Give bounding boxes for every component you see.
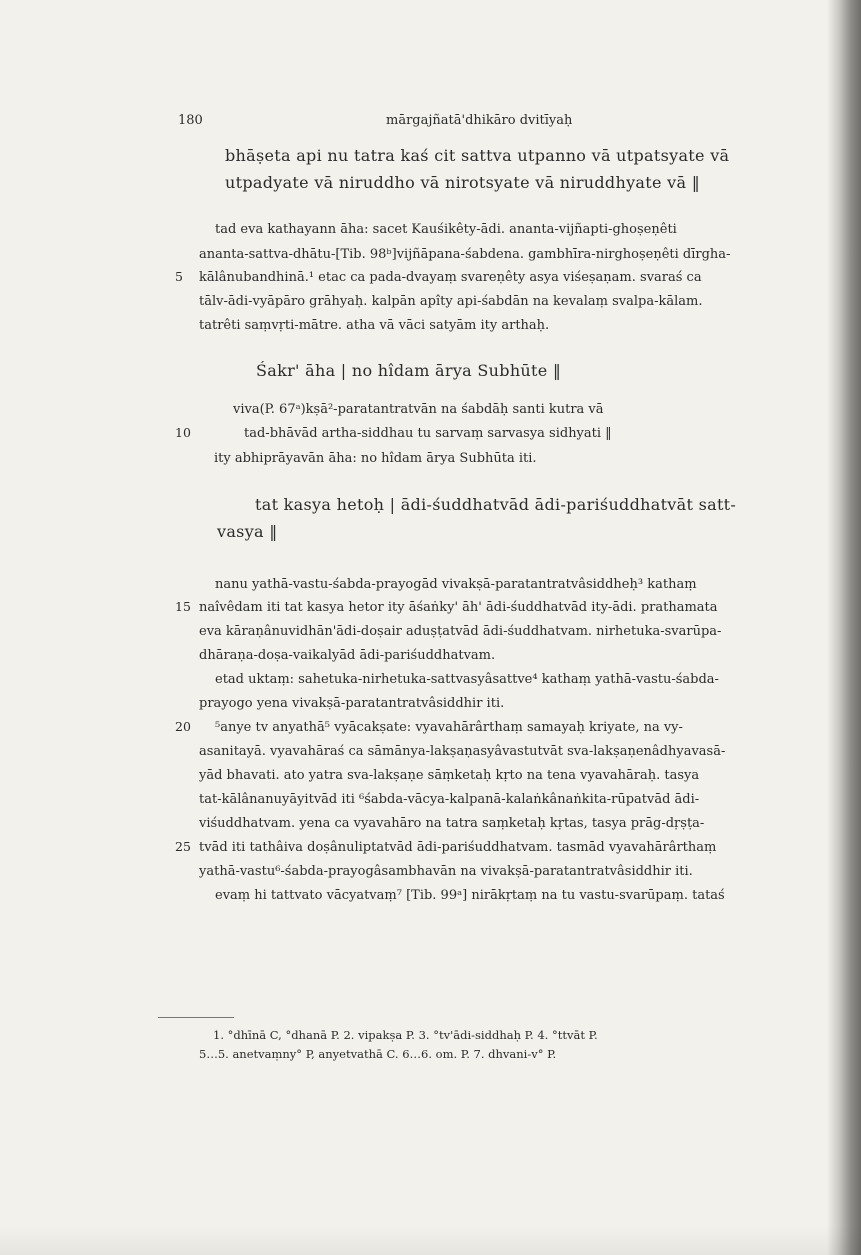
footnote-line: 5…5. anetvaṃny° P, anyetvathā C. 6…6. om. P. 7. dhvani-v° P. [199,1047,557,1061]
commentary-line: evaṃ hi tattvato vācyatvaṃ⁷ [Tib. 99ᵃ] nirākṛtaṃ na tu vastu-svarūpaṃ. tataś [215,888,725,903]
footnote-line: 1. °dhīnā C, °dhanā P. 2. vipakṣa P. 3. °tv'ādi-siddhaḥ P. 4. °ttvāt P. [213,1028,598,1042]
page-edge-shadow [827,0,861,1255]
commentary-line: tvād iti tathâiva doṣânuliptatvād ādi-pariśuddhatvam. tasmād vyavahārârthaṃ [199,840,717,855]
commentary-line: ananta-sattva-dhātu-[Tib. 98ᵇ]vijñāpana-śabdena. gambhīra-nirghoṣeṇêti dīrgha- [199,247,731,262]
commentary-line: tālv-ādi-vyāpāro grāhyaḥ. kalpān apîty api-śabdān na kevalaṃ svalpa-kālam. [199,294,703,309]
footnote-rule [158,1017,234,1018]
verse-line: bhāṣeta api nu tatra kaś cit sattva utpanno vā utpatsyate vā [225,146,730,165]
commentary-line: tad eva kathayann āha: sacet Kauśikêty-ādi. ananta-vijñapti-ghoṣeṇêti [215,222,677,237]
commentary-line: dhāraṇa-doṣa-vaikalyād ādi-pariśuddhatvam. [199,648,496,663]
verse-line: tat kasya hetoḥ | ādi-śuddhatvād ādi-pariśuddhatvāt satt- [255,495,737,514]
commentary-line: tatrêti saṃvṛti-mātre. atha vā vāci satyām ity arthaḥ. [199,318,550,333]
commentary-line: asanitayā. vyavahāraś ca sāmānya-lakṣaṇasyâvastutvāt sva-lakṣaṇenâdhyavasā- [199,744,726,759]
line-number: 20 [175,719,191,734]
line-number: 10 [175,425,191,440]
line-number: 5 [175,269,183,284]
commentary-line: tad-bhāvād artha-siddhau tu sarvaṃ sarvasya sidhyati ‖ [244,426,612,441]
commentary-line: kālânubandhinā.¹ etac ca pada-dvayaṃ svareṇêty asya viśeṣaṇam. svaraś ca [199,270,702,285]
page-bottom-shade [0,1225,861,1255]
verse-line: utpadyate vā niruddho vā nirotsyate vā niruddhyate vā ‖ [225,173,700,192]
commentary-line: yād bhavati. ato yatra sva-lakṣaṇe sāṃketaḥ kṛto na tena vyavahāraḥ. tasya [199,768,700,783]
commentary-line: tat-kālânanuyāyitvād iti ⁶śabda-vācya-kalpanā-kalaṅkânaṅkita-rūpatvād ādi- [199,792,700,807]
commentary-line: viva(P. 67ᵃ)kṣā²-paratantratvān na śabdāḥ santi kutra vā [233,402,604,417]
commentary-line: yathā-vastu⁶-śabda-prayogâsambhavān na vivakṣā-paratantratvâsiddhir iti. [199,864,693,879]
commentary-line: etad uktaṃ: sahetuka-nirhetuka-sattvasyâsattve⁴ kathaṃ yathā-vastu-śabda- [215,672,719,687]
commentary-line: eva kāraṇânuvidhān'ādi-doṣair aduṣṭatvād ādi-śuddhatvam. nirhetuka-svarūpa- [199,624,722,639]
commentary-line: viśuddhatvam. yena ca vyavahāro na tatra saṃketaḥ kṛtas, tasya prāg-dṛṣṭa- [199,816,705,831]
commentary-line: ⁵anye tv anyathā⁵ vyācakṣate: vyavahārârthaṃ samayaḥ kriyate, na vy- [215,720,683,735]
verse-line: vasya ‖ [217,522,278,541]
commentary-line: ity abhiprāyavān āha: no hîdam ārya Subhūta iti. [214,451,537,466]
page-number: 180 [178,113,203,128]
commentary-line: naîvêdam iti tat kasya hetor ity āśaṅky' āh' ādi-śuddhatvād ity-ādi. prathamata [199,600,718,615]
line-number: 25 [175,839,191,854]
commentary-line: nanu yathā-vastu-śabda-prayogād vivakṣā-paratantratvâsiddheḥ³ kathaṃ [215,577,697,592]
line-number: 15 [175,599,191,614]
commentary-line: prayogo yena vivakṣā-paratantratvâsiddhir iti. [199,696,505,711]
verse-line: Śakr' āha | no hîdam ārya Subhūte ‖ [256,361,562,380]
running-title: mārgajñatā'dhikāro dvitīyaḥ [386,113,573,128]
